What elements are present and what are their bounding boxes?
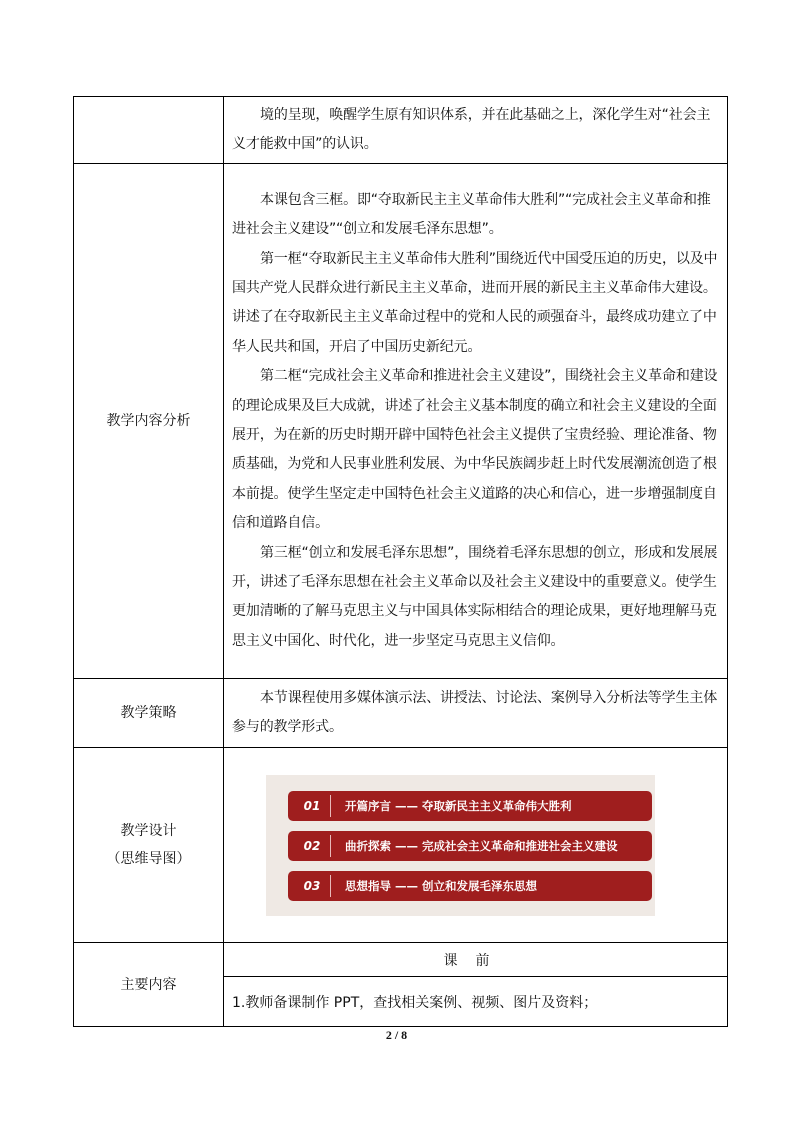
section-header: 课前 (224, 943, 728, 977)
paragraph: 第一框“夺取新民主主义革命伟大胜利”围绕近代中国受压迫的历史，以及中国共产党人民群众进行新民主主义革命，进而开展的新民主主义革命伟大建设。讲述了在夺取新民主主义革命过程中的党和人民的顽强奋斗，最终成功建立了中华人民共和国，开启了中国历史新纪元。 (232, 250, 718, 355)
table-row (74, 748, 728, 943)
table-row (74, 943, 728, 977)
item-number: 01 (294, 795, 331, 817)
page-number: 2 / 8 (385, 1028, 408, 1042)
row-label: 教学策略 (74, 679, 224, 748)
row-label-empty (74, 97, 224, 164)
mind-map-item (288, 791, 652, 821)
paragraph: 第三框“创立和发展毛泽东思想”，围绕着毛泽东思想的创立，形成和发展展开，讲述了毛泽东思想在社会主义革命以及社会主义建设中的重要意义。使学生更加清晰的了解马克思主义与中国具体实际相结合的理论成果，更好地理解马克思主义中国化、时代化，进一步坚定马克思主义信仰。 (232, 544, 718, 649)
paragraph: 第二框“完成社会主义革命和推进社会主义建设”，围绕社会主义革命和建设的理论成果及巨大成就，讲述了社会主义基本制度的确立和社会主义建设的全面展开，为在新的历史时期开辟中国特色社会主义提供了宝贵经验、理论准备、物质基础，为党和人民事业胜利发展、为中华民族阔步赶上时代发展潮流创造了根本前提。使学生坚定走中国特色社会主义道路的决心和信心，进一步增强制度自信和道路自信。 (232, 368, 718, 532)
item-text: 开篇序言 —— 夺取新民主主义革命伟大胜利 (345, 798, 572, 813)
row-content (224, 679, 728, 748)
mind-map-image (266, 775, 655, 916)
paragraph: 境的呈现，唤醒学生原有知识体系，并在此基础之上，深化学生对“社会主义才能救中国”的认识。 (232, 106, 711, 152)
content-line: 1.教师备课制作 PPT，查找相关案例、视频、图片及资料； (224, 977, 728, 1027)
row-label: 教学内容分析 (74, 164, 224, 679)
item-text: 曲折探索 —— 完成社会主义革命和推进社会主义建设 (345, 838, 618, 853)
item-text: 思想指导 —— 创立和发展毛泽东思想 (345, 878, 538, 893)
table-row (74, 97, 728, 164)
mind-map-cell (224, 748, 728, 943)
lesson-plan-table (73, 96, 728, 1027)
item-number: 02 (294, 835, 331, 857)
row-content (224, 97, 728, 164)
mind-map-item (288, 871, 652, 901)
row-label (74, 748, 224, 943)
mind-map-item (288, 831, 652, 861)
label-line: （思维导图） (106, 851, 191, 867)
row-label: 主要内容 (74, 943, 224, 1027)
paragraph: 本节课程使用多媒体演示法、讲授法、讨论法、案例导入分析法等学生主体参与的教学形式。 (232, 689, 718, 735)
label-line: 教学设计 (120, 823, 177, 839)
item-number: 03 (294, 875, 331, 897)
paragraph: 本课包含三框。即“夺取新民主主义革命伟大胜利”“完成社会主义革命和推进社会主义建设”“创立和发展毛泽东思想”。 (232, 191, 711, 238)
table-row (74, 679, 728, 748)
table-row (74, 164, 728, 679)
row-content (224, 164, 728, 679)
